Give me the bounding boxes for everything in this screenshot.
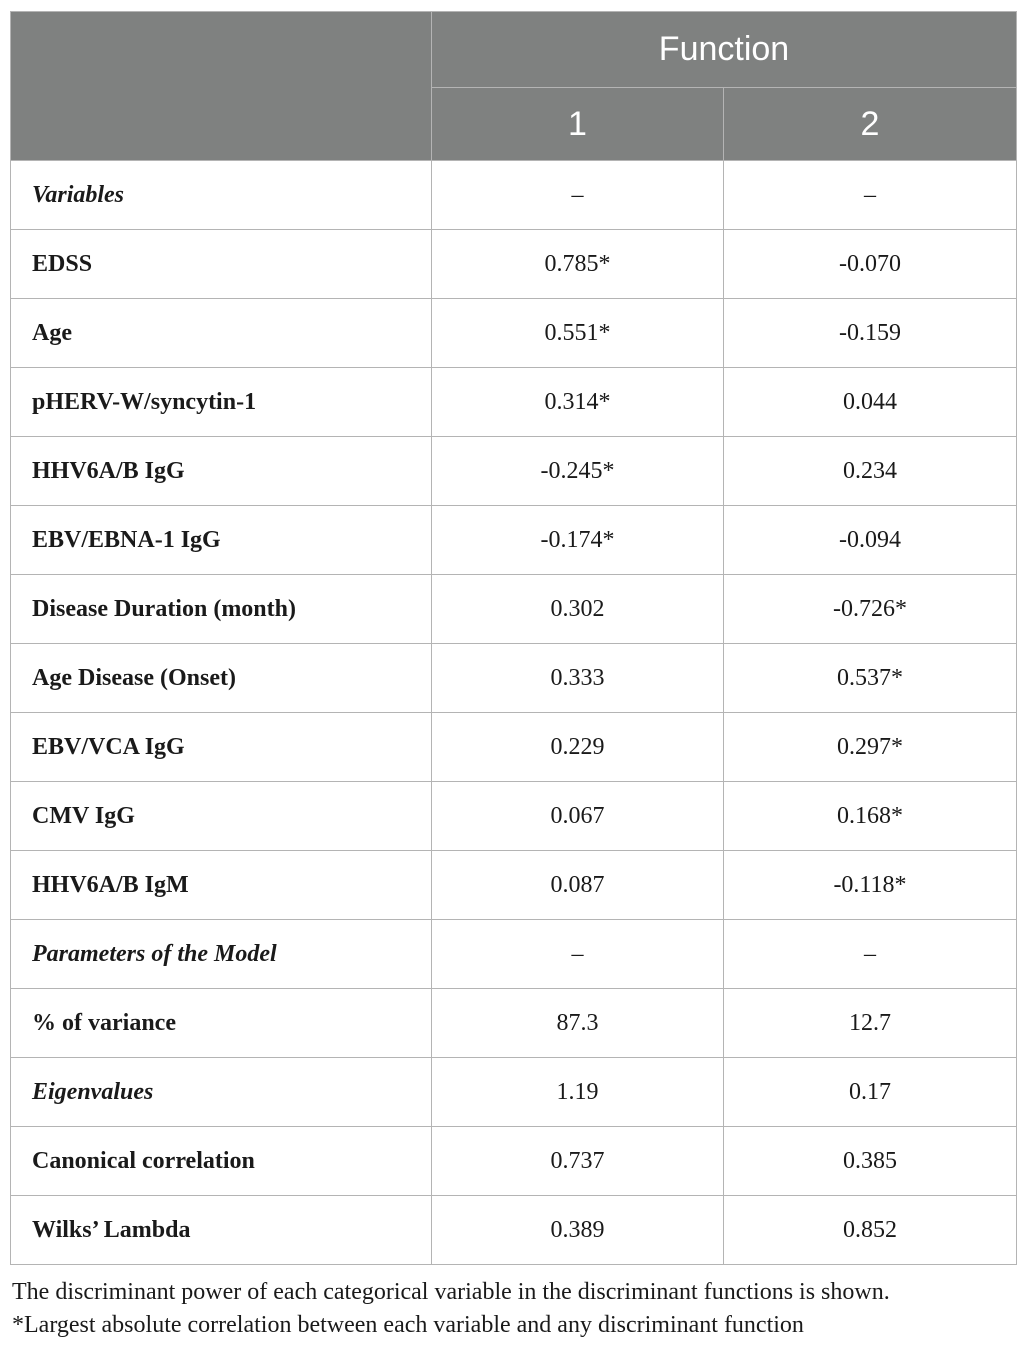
function-1-value: –	[432, 161, 724, 230]
row-label: Wilks’ Lambda	[11, 1196, 432, 1265]
function-1-value: 0.067	[432, 782, 724, 851]
row-label: pHERV-W/syncytin-1	[11, 368, 432, 437]
function-2-value: 0.234	[724, 437, 1017, 506]
row-label: HHV6A/B IgG	[11, 437, 432, 506]
function-2-value: 0.044	[724, 368, 1017, 437]
function-2-value: –	[724, 920, 1017, 989]
row-label: EBV/EBNA-1 IgG	[11, 506, 432, 575]
function-2-value: -0.094	[724, 506, 1017, 575]
table-row	[11, 1196, 1017, 1265]
table-row	[11, 161, 1017, 230]
table-row	[11, 644, 1017, 713]
function-2-value: -0.159	[724, 299, 1017, 368]
function-2-value: 0.852	[724, 1196, 1017, 1265]
row-label: Parameters of the Model	[11, 920, 432, 989]
header-function-2: 2	[724, 88, 1017, 161]
function-1-value: 0.389	[432, 1196, 724, 1265]
function-2-value: 0.17	[724, 1058, 1017, 1127]
table-row	[11, 1127, 1017, 1196]
header-function-group: Function	[432, 12, 1017, 88]
header-function-1: 1	[432, 88, 724, 161]
discriminant-function-table	[10, 11, 1017, 1265]
table-row	[11, 230, 1017, 299]
function-1-value: 0.551*	[432, 299, 724, 368]
table-row	[11, 713, 1017, 782]
function-2-value: 12.7	[724, 989, 1017, 1058]
row-label: Disease Duration (month)	[11, 575, 432, 644]
table-body	[11, 161, 1017, 1265]
table-row	[11, 782, 1017, 851]
function-1-value: 0.302	[432, 575, 724, 644]
function-1-value: -0.245*	[432, 437, 724, 506]
function-2-value: 0.537*	[724, 644, 1017, 713]
row-label: Variables	[11, 161, 432, 230]
table-row	[11, 920, 1017, 989]
function-1-value: 0.087	[432, 851, 724, 920]
row-label: Age	[11, 299, 432, 368]
table-footnote-description: The discriminant power of each categorical variable in the discriminant functions is shown.	[12, 1279, 890, 1305]
function-2-value: -0.726*	[724, 575, 1017, 644]
function-1-value: 0.229	[432, 713, 724, 782]
row-label: HHV6A/B IgM	[11, 851, 432, 920]
function-1-value: –	[432, 920, 724, 989]
function-1-value: 0.333	[432, 644, 724, 713]
table-row	[11, 851, 1017, 920]
function-1-value: 0.314*	[432, 368, 724, 437]
table-row	[11, 368, 1017, 437]
row-label: EDSS	[11, 230, 432, 299]
function-2-value: -0.070	[724, 230, 1017, 299]
table-footnote-asterisk: *Largest absolute correlation between each variable and any discriminant function	[12, 1312, 804, 1338]
table-row	[11, 1058, 1017, 1127]
function-1-value: 1.19	[432, 1058, 724, 1127]
table-row	[11, 989, 1017, 1058]
function-1-value: 87.3	[432, 989, 724, 1058]
header-row-group	[11, 12, 1017, 88]
row-label: EBV/VCA IgG	[11, 713, 432, 782]
row-label: Canonical correlation	[11, 1127, 432, 1196]
table-row	[11, 506, 1017, 575]
header-empty-cell	[11, 12, 432, 161]
function-2-value: -0.118*	[724, 851, 1017, 920]
table-row	[11, 299, 1017, 368]
function-1-value: 0.737	[432, 1127, 724, 1196]
function-2-value: 0.168*	[724, 782, 1017, 851]
table-row	[11, 575, 1017, 644]
function-2-value: –	[724, 161, 1017, 230]
row-label: Eigenvalues	[11, 1058, 432, 1127]
function-2-value: 0.297*	[724, 713, 1017, 782]
row-label: Age Disease (Onset)	[11, 644, 432, 713]
function-1-value: -0.174*	[432, 506, 724, 575]
function-2-value: 0.385	[724, 1127, 1017, 1196]
row-label: CMV IgG	[11, 782, 432, 851]
table-row	[11, 437, 1017, 506]
row-label: % of variance	[11, 989, 432, 1058]
function-1-value: 0.785*	[432, 230, 724, 299]
